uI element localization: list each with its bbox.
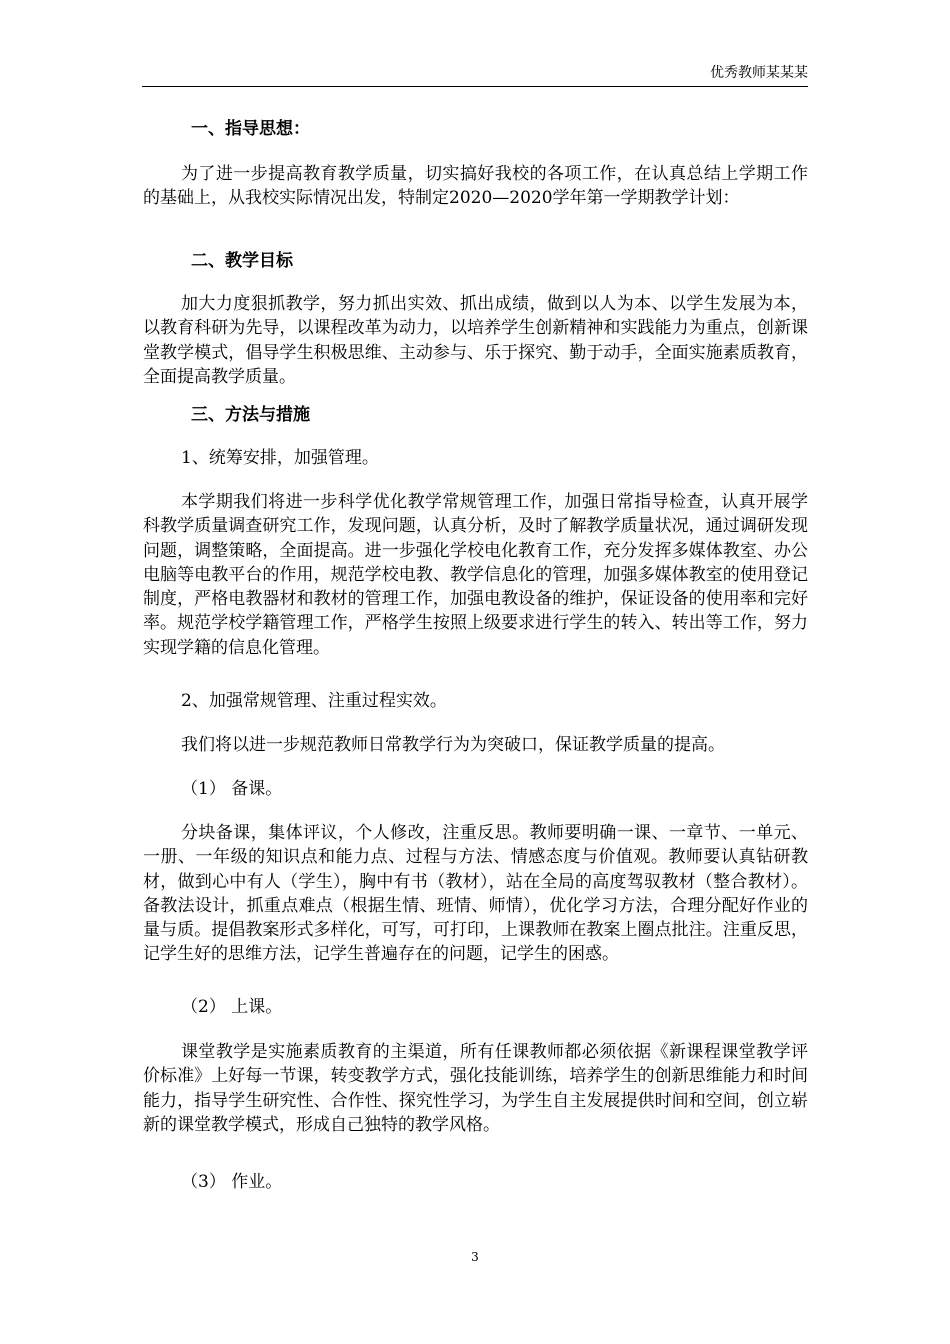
page-number: 3 [471, 1250, 479, 1264]
section-heading-teaching-goals: 二、教学目标 [191, 251, 293, 271]
sub-heading-homework: （3） 作业。 [181, 1172, 283, 1192]
section-heading-methods: 三、方法与措施 [191, 405, 310, 425]
sub-heading-lesson-prep: （1） 备课。 [181, 779, 283, 799]
paragraph-guiding-thought: 为了进一步提高教育教学质量，切实搞好我校的各项工作，在认真总结上学期工作的基础上，从我校实际情况出发，特制定2020—2020学年第一学期教学计划： [143, 164, 808, 209]
paragraph-item-2: 我们将以进一步规范教师日常教学行为为突破口，保证教学质量的提高。 [181, 735, 725, 755]
paragraph-lesson-prep: 分块备课，集体评议，个人修改，注重反思。教师要明确一课、一章节、一单元、一册、一年级的知识点和能力点、过程与方法、情感态度与价值观。教师要认真钻研教材，做到心中有人（学生），胸中有书（教材），站在全局的高度驾驭教材（整合教材）。备教法设计，抓重点难点（根据生情、班情、师情），优化学习方法，合理分配好作业的量与质。提倡教案形式多样化，可写，可打印，上课教师在教案上圈点批注。注重反思，记学生好的思维方法，记学生普遍存在的问题，记学生的困惑。 [143, 823, 808, 965]
paragraph-item-1: 本学期我们将进一步科学优化教学常规管理工作，加强日常指导检查，认真开展学科教学质量调查研究工作，发现问题，认真分析，及时了解教学质量状况，通过调研发现问题，调整策略，全面提高。进一步强化学校电化教育工作，充分发挥多媒体教室、办公电脑等电教平台的作用，规范学校电教、教学信息化的管理，加强多媒体教室的使用登记制度，严格电教器材和教材的管理工作，加强电教设备的维护，保证设备的使用率和完好率。规范学校学籍管理工作，严格学生按照上级要求进行学生的转入、转出等工作，努力实现学籍的信息化管理。 [143, 492, 808, 658]
paragraph-teaching-goals: 加大力度狠抓教学，努力抓出实效、抓出成绩，做到以人为本、以学生发展为本，以教育科研为先导，以课程改革为动力，以培养学生创新精神和实践能力为重点，创新课堂教学模式，倡导学生积极思维、主动参与、乐于探究、勤于动手，全面实施素质教育，全面提高教学质量。 [143, 294, 808, 387]
paragraph-class: 课堂教学是实施素质教育的主渠道，所有任课教师都必须依据《新课程课堂教学评价标准》上好每一节课，转变教学方式，强化技能训练，培养学生的创新思维能力和时间能力，指导学生研究性、合作性、探究性学习，为学生自主发展提供时间和空间，创立崭新的课堂教学模式，形成自己独特的教学风格。 [143, 1042, 808, 1135]
section-heading-guiding-thought: 一、指导思想： [191, 119, 310, 139]
header-rule [142, 86, 808, 87]
item-heading-1: 1、统筹安排，加强管理。 [181, 448, 379, 468]
header-title: 优秀教师某某某 [710, 65, 808, 81]
item-heading-2: 2、加强常规管理、注重过程实效。 [181, 691, 447, 711]
sub-heading-class: （2） 上课。 [181, 997, 283, 1017]
